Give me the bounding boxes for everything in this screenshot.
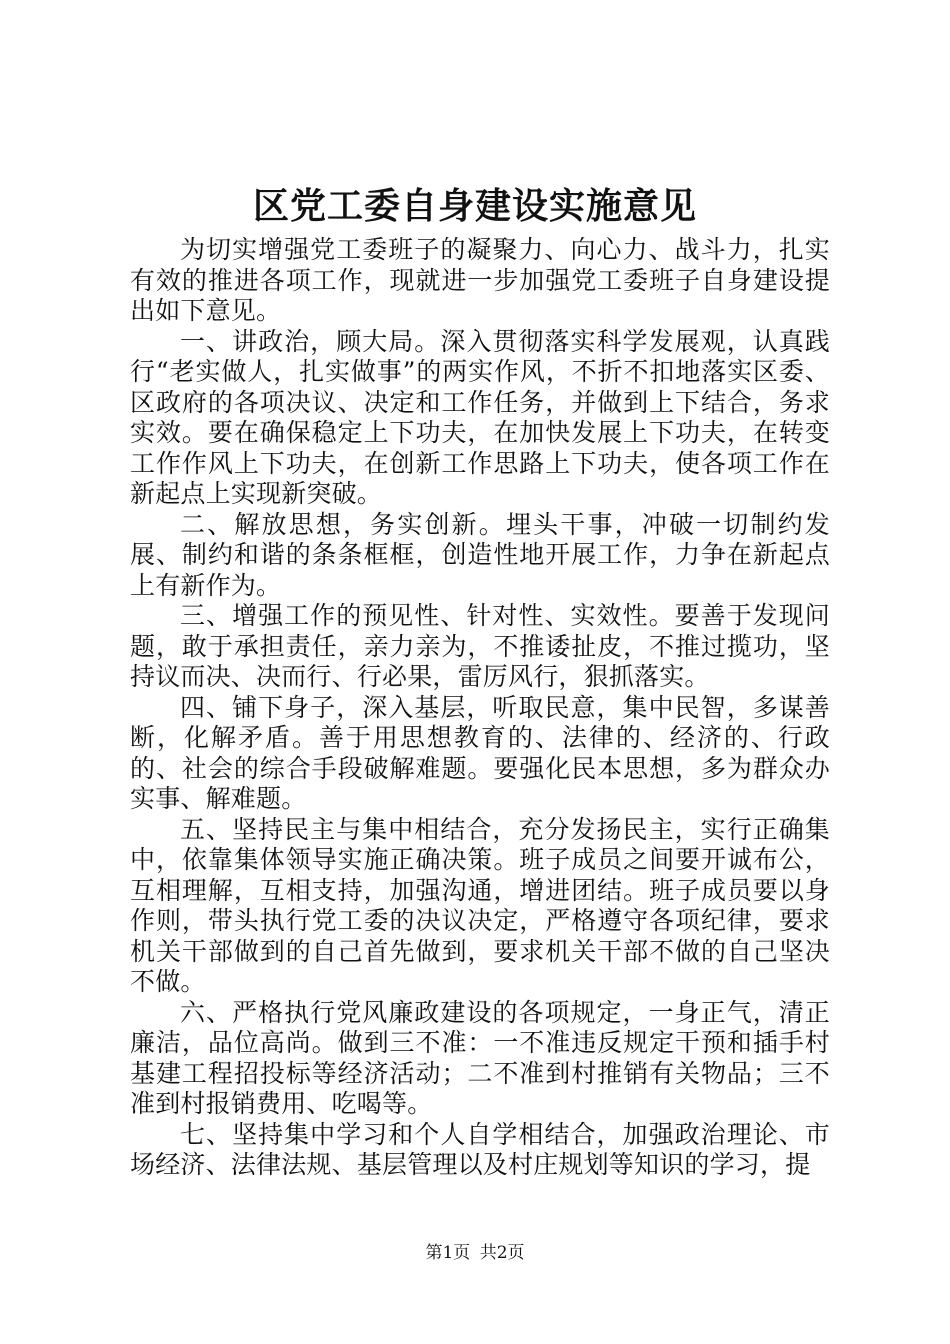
paragraph-2: 二、解放思想，务实创新。埋头干事，冲破一切制约发展、制约和谐的条条框框，创造性地开展工作，力争在新起点上有新作为。 <box>130 509 830 600</box>
paragraph-7: 七、坚持集中学习和个人自学相结合，加强政治理论、市场经济、法律法规、基层管理以及村庄规划等知识的学习，提 <box>130 1119 830 1179</box>
document-title: 区党工委自身建设实施意见 <box>252 185 697 227</box>
paragraph-5: 五、坚持民主与集中相结合，充分发扬民主，实行正确集中，依靠集体领导实施正确决策。班子成员之间要开诚布公，互相理解，互相支持，加强沟通，增进团结。班子成员要以身作则，带头执行党工委的决议决定，严格遵守各项纪律，要求机关干部做到的自己首先做到，要求机关干部不做的自己坚决不做。 <box>130 814 830 996</box>
paragraph-4: 四、铺下身子，深入基层，听取民意，集中民智，多谋善断，化解矛盾。善于用思想教育的、法律的、经济的、行政的、社会的综合手段破解难题。要强化民本思想，多为群众办实事、解难题。 <box>130 692 830 813</box>
paragraph-intro: 为切实增强党工委班子的凝聚力、向心力、战斗力，扎实有效的推进各项工作，现就进一步加强党工委班子自身建设提出如下意见。 <box>130 235 830 325</box>
paragraph-6: 六、严格执行党风廉政建设的各项规定，一身正气，清正廉洁，品位高尚。做到三不准：一不准违反规定干预和插手村基建工程招投标等经济活动；二不准到村推销有关物品；三不准到村报销费用、吃喝等。 <box>130 997 830 1118</box>
document-body <box>130 235 830 1181</box>
paragraph-3: 三、增强工作的预见性、针对性、实效性。要善于发现问题，敢于承担责任，亲力亲为，不推诿扯皮，不推过揽功，坚持议而决、决而行、行必果，雷厉风行，狠抓落实。 <box>130 601 830 691</box>
page-footer: 第1页 共2页 <box>425 1243 525 1263</box>
paragraph-1: 一、讲政治，顾大局。深入贯彻落实科学发展观，认真践行“老实做人，扎实做事”的两实作风，不折不扣地落实区委、区政府的各项决议、决定和工作任务，并做到上下结合，务求实效。要在确保稳定上下功夫，在加快发展上下功夫，在转变工作作风上下功夫，在创新工作思路上下功夫，使各项工作在新起点上实现新突破。 <box>130 326 830 508</box>
